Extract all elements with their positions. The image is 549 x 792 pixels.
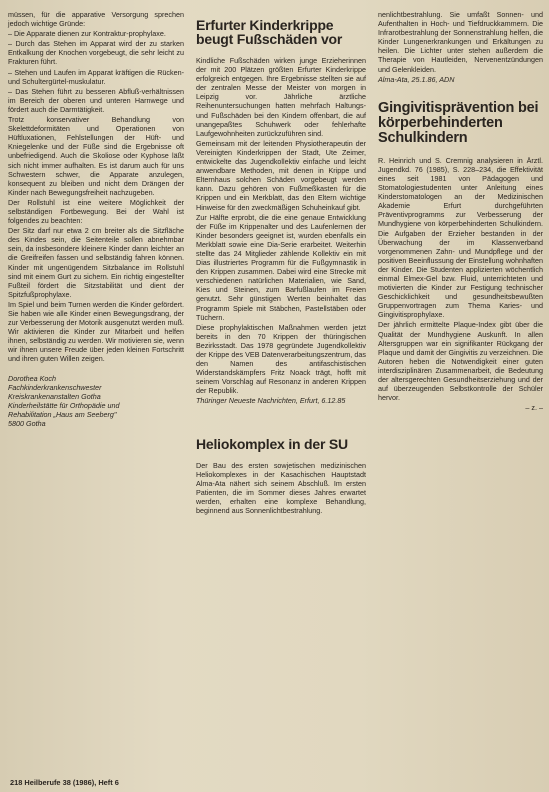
body-paragraph: Trotz konservativer Behandlung von Skelettdeformitäten und Operationen von Hüftluxationen, Fehlstellungen der Hüft- und Kniegelenke und der Füße sind die Ergebnisse oft unbefriedigend. Auch die Skoliose oder Kyphose läßt sich nicht immer aufhalten. Es ist darum auch für uns Schwestern schwer, die Apparate anzulegen, konsequent zu bleiben und nicht dem Drängen der Kinder nach Bewegungsfreiheit nachzugeben. (8, 115, 184, 197)
body-paragraph: Kindliche Fußschäden wirken junge Erzieherinnen der mit 200 Plätzen größten Erfurter Kinderkrippe erfolgreich entgegen. Ihre Ergebnisse stellten sie auf der zentralen Messe der Meister von morgen in Leipzig vor. Jährliche ärztliche Reihenuntersuchungen hatten mehrfach Haltungs- und Fußschäden bei den Kindern offenbart, die auf unangepaßtes Schuhwerk oder fehlerhafte Laufgewohnheiten zurückzuführen sind. (196, 56, 366, 138)
column-middle (196, 10, 366, 516)
body-paragraph: Diese prophylaktischen Maßnahmen werden jetzt bereits in den 70 Krippen der thüringischen Bezirksstadt. Das 1978 gegründete Jugendkollektiv der Krippe des VEB Datenverarbeitungszentrum, das den Namen des antifaschistischen Widerstandskämpfers Fritz Noack trägt, hofft mit seinem Vorschlag auf Resonanz in anderen Krippen der Republik. (196, 322, 366, 396)
author-institution: Rehabilitation „Haus am Seeberg" (8, 409, 117, 419)
source-citation: Thüringer Neueste Nachrichten, Erfurt, 6.12.85 (196, 396, 346, 406)
author-title: Fachkinderkrankenschwester (8, 382, 102, 392)
body-paragraph: Im Spiel und beim Turnen werden die Kinder gefördert. Sie haben wie alle Kinder einen Bewegungsdrang, der zur Verbesserung der Motorik ausgenutzt werden muß. Wir aktivieren die Kinder zur Mitarbeit und helfen ihnen, selbständig zu werden. Wir motivieren sie, wenn wir ihnen unsere Freude über jeden kleinen Fortschritt und ihren guten Willen zeigen. (8, 299, 184, 364)
article-title: Erfurter Kinderkrippe beugt Fußschäden vor (196, 17, 343, 47)
author-address: 5800 Gotha (8, 419, 46, 429)
body-paragraph: – Durch das Stehen im Apparat wird der zu starken Entkalkung der Knochen vorgebeugt, die sehr leicht zu Frakturen führt. (8, 39, 184, 67)
body-paragraph: – Stehen und Laufen im Apparat kräftigen die Rücken- und Schultergürtel-muskulatur. (8, 67, 184, 86)
body-paragraph: müssen, für die apparative Versorgung sprechen jedoch wichtige Gründe: (8, 10, 184, 29)
body-paragraph: Zur Hälfte erprobt, die die eine genaue Entwicklung der Füße im Krippenalter und des Laufenlernen der Kinder besonders geeignet ist, wurden ebenfalls ein Merkblatt sowie eine Dia-Serie erarbeitet. Weiterhin stellte das 24 Mitglieder zählende Kollektiv ein mit Dias illustriertes Programm für die Fußgymnastik in den Krippen zusammen. Dabei wird eine Strecke mit verschiedenen natürlichen Materialien, wie Sand, Kies und Steinen, zum Barfußlaufen im Freien genutzt. Sehr günstigen Werten beinhaltet das Programm Spiele mit Stäbchen, Pastellstäben oder Tüchern. (196, 212, 366, 322)
body-paragraph: Der jährlich ermittelte Plaque-Index gibt über die Qualität der Mundhygiene Auskunft. In allen Altersgruppen war ein signifikanter Rückgang der Plaque und damit der Gingivitis zu verzeichnen. Die Autoren heben die Notwendigkeit einer guten interdisziplinären Zusammenarbeit, die Bedeutung der altersgerechten Gesundheitserziehung und der auf überzeugenden Selbstkontrolle der Schüler hervor. (378, 320, 543, 403)
body-paragraph: – Das Stehen führt zu besseren Abfluß-verhältnissen im Bereich der oberen und unteren Harnwege und fördert auch die Darmtätigkeit. (8, 86, 184, 114)
body-paragraph: Gemeinsam mit der leitenden Physiotherapeutin der Vereinigten Kinderkrippen der Stadt, Ute Zeimer, entwickelte das Jugendkollektiv einfache und leicht anwendbare Methoden, mit denen in Krippe und Elternhaus solchen Schäden vorgebeugt werden kann. Dazu gehören von Fußmeßkasten für die Krippen und ein Merkblatt, das den Eltern wichtige Hinweise für den zweckmäßigen Schuheinkauf gibt. (196, 138, 366, 212)
body-paragraph: R. Heinrich und S. Cremnig analysieren in Ärztl. Jugendkd. 76 (1985), S. 228–234, die Effektivität eines seit 1981 von Pädagogen und Stomatologiestudenten unter Anleitung eines Kinderstomatologen an der Medizinischen Akademie Erfurt durchgeführten Präventivprogramms zur Verbesserung der Mundhygiene von körperbehinderten Schulkindern. Die Aufgaben der Erzieher bestanden in der Überwachung der im Klassenverband vorgenommenen Zahn- und Mundpflege und der positiven Beeinflussung der Einstellung wohnhaften der Kinder. Die Studenten applizierten wöchentlich einmal Elmex-Gel bzw. Fluid, unterrichteten und motivierten die Kinder zur Festigung technischer Geschicklichkeit und gesundheitsbewußten Gruppenvortragen zum Thema Karies- und Gingivitisprophylaxe. (378, 155, 543, 320)
body-paragraph: Der Bau des ersten sowjetischen medizinischen Heliokomplexes in der Kasachischen Hauptstadt Alma-Ata nähert sich seinem Abschluß. Im ersten Patienten, die im Sommer dieses Jahres erwartet werden, erhalten eine komplexe Behandlung, beginnend aus Sonnenlichtbestrahlung. (196, 460, 366, 516)
page-footer: 218 Heilberufe 38 (1986), Heft 6 (10, 778, 119, 787)
body-paragraph: Der Rollstuhl ist eine weitere Möglichkeit der selbständigen Fortbewegung. Bei der Wahl ist folgendes zu beachten: (8, 197, 184, 226)
body-paragraph: – Die Apparate dienen zur Kontraktur-prophylaxe. (8, 29, 166, 39)
body-paragraph: nenlichtbestrahlung. Sie umfaßt Sonnen- und Aufenthalten in Hoch- und Tiefdruckkammern. Die Infrarotbestrahlung der Sonnenstrahlung helfen, die Kinder Lungenerkrankungen und Erkältungen zu heilen. Die Lichter unter stehen außerdem die Therapie von Hautleiden, Nervenentzündungen und Gelenkleiden. (378, 10, 543, 74)
column-right (378, 10, 543, 413)
author-institution: Kinderheilstätte für Orthopädie und (8, 400, 120, 410)
article-title: Gingivitisprävention bei körperbehinderten Schulkindern (378, 99, 539, 146)
author-institution: Kreiskrankenanstalten Gotha (8, 391, 101, 401)
source-citation: Alma-Ata, 25.1.86, ADN (378, 74, 455, 84)
author-name: Dorothea Koch (8, 373, 56, 383)
author-signature (8, 374, 184, 429)
article-title: Heliokomplex in der SU (196, 435, 348, 452)
end-mark: – z. – (525, 403, 543, 413)
body-paragraph: Der Sitz darf nur etwa 2 cm breiter als die Sitzfläche des Kindes sein, die Seitenteile sollen abnehmbar sein, da insbesondere kleinere Kinder dann leichter an die Greifreifen fassen und selbständig fahren können. Kinder mit ungenügendem Sitzbalance im Rollstuhl sind mit einem Gurt zu sichern. Ein richtig eingestellter Fußteil fördert die Sitzstabilität und dient der Spitzfußprophylaxe. (8, 226, 184, 299)
column-left (8, 10, 184, 428)
